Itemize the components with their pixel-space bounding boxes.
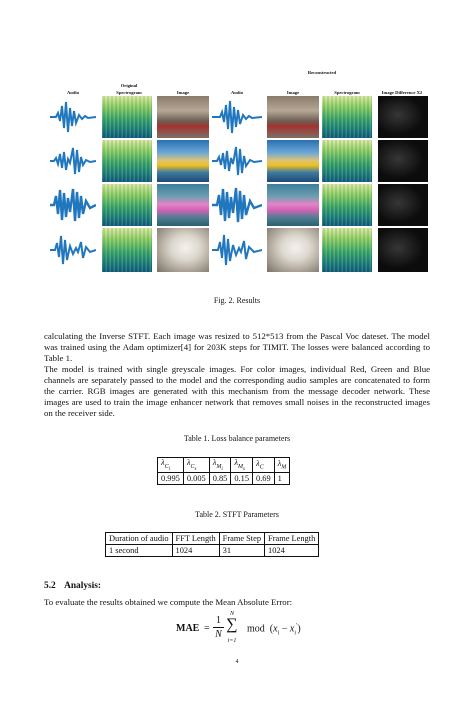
eq-x: x (273, 623, 278, 635)
table2-value-cell: 1 second (106, 545, 173, 557)
table1-value-cell: 0.15 (231, 472, 253, 484)
table1-header-cell: $\lambda_C$ (253, 458, 275, 473)
paragraph-1: calculating the Inverse STFT. Each image was resized to 512*513 from the Pascal Voc dateset. The model was trained using the Adam optimizer[4] for 203K steps for TIMIT. The losses were balanced according to Table 1. (44, 331, 430, 363)
figure-caption: Fig. 2. Results (213, 296, 261, 305)
audio-waveform-reconstructed-row2 (212, 140, 262, 182)
image-difference-row3 (378, 184, 428, 226)
image-reconstructed-row4 (267, 228, 319, 272)
header-image-difference: Image Difference X2 (381, 90, 423, 95)
waveform-icon (50, 96, 96, 138)
table2-value-cell: 1024 (172, 545, 219, 557)
header-spectrogram-reconstructed: Spectrogram (334, 90, 360, 95)
table1-header-cell: $\lambda_{M_i}$ (209, 458, 231, 473)
table2-header-row (106, 533, 319, 545)
image-original-row1 (157, 96, 209, 138)
table2-value-cell: 31 (219, 545, 264, 557)
table2-header-cell: Duration of audio (106, 533, 173, 545)
table2-value-row (106, 545, 319, 557)
table2-caption: Table 2. STFT Parameters (195, 510, 279, 519)
paragraph-2: The model is trained with single greyscale images. For color images, individual Red, Green and Blue channels are separately passed to the model and the corresponding audio samples are concatenated to form the carrier. RGB images are generated with this mechanism from the message decoder network. These images are used to train the image enhancer network that removes small noises in the reconstructed images on the receiver side. (44, 364, 430, 418)
audio-waveform-reconstructed-row4 (212, 228, 262, 272)
eq-x-sub: i (277, 630, 280, 637)
waveform-icon (50, 184, 96, 226)
table2-header-cell: FFT Length (172, 533, 219, 545)
eq-equals: = (204, 623, 210, 634)
table1-header-cell: $\lambda_M$ (274, 458, 290, 473)
waveform-icon (50, 228, 96, 272)
mae-equation (176, 611, 316, 647)
page-number: 4 (235, 659, 239, 665)
eq-xp-sub: i (294, 630, 297, 637)
table1-value-cell: 0.005 (183, 472, 209, 484)
audio-waveform-reconstructed-row1 (212, 96, 262, 138)
image-difference-row1 (378, 96, 428, 138)
table1-header-cell: $\lambda_{M_s}$ (231, 458, 253, 473)
spectrogram-reconstructed-row2 (322, 140, 372, 182)
section-number: 5.2 (44, 581, 56, 591)
image-original-row2 (157, 140, 209, 182)
table1-value-cell: 0.995 (158, 472, 184, 484)
header-audio-original: Audio (66, 90, 79, 95)
eq-sum-top: N (229, 611, 234, 617)
table1-header-cell: $\lambda_{C_s}$ (183, 458, 209, 473)
spectrogram-reconstructed-row3 (322, 184, 372, 226)
audio-waveform-original-row2 (50, 140, 96, 182)
table1-value-cell: 0.69 (253, 472, 275, 484)
waveform-icon (212, 140, 262, 182)
eq-frac-den: N (215, 629, 222, 640)
table1-value-cell: 0.85 (209, 472, 231, 484)
table1-value-cell: 1 (274, 472, 290, 484)
spectrogram-original-row4 (102, 228, 152, 272)
image-original-row3 (157, 184, 209, 226)
header-image-reconstructed: Image (286, 90, 300, 95)
table1-header-cell: $\lambda_{C_i}$ (158, 458, 184, 473)
eq-frac-num: 1 (216, 615, 221, 626)
image-difference-row4 (378, 228, 428, 272)
image-reconstructed-row3 (267, 184, 319, 226)
image-difference-row2 (378, 140, 428, 182)
image-reconstructed-row1 (267, 96, 319, 138)
waveform-icon (212, 184, 262, 226)
eq-paren-close: ) (297, 623, 301, 635)
eq-sum-symbol: ∑ (226, 616, 238, 633)
table1-value-row (158, 472, 290, 484)
waveform-icon (212, 228, 262, 272)
eq-paren-open: ( (269, 623, 274, 635)
spectrogram-reconstructed-row4 (322, 228, 372, 272)
table2-header-cell: Frame Length (265, 533, 319, 545)
eq-sum-bottom: i=1 (227, 638, 237, 644)
eq-xp: x (289, 623, 295, 635)
header-audio-reconstructed: Audio (230, 90, 243, 95)
header-reconstructed-group: Reconstructed (307, 70, 337, 75)
waveform-icon (212, 96, 262, 138)
audio-waveform-reconstructed-row3 (212, 184, 262, 226)
eq-minus: − (281, 623, 288, 635)
table2-value-cell: 1024 (265, 545, 319, 557)
table2 (105, 532, 319, 557)
eq-expression (247, 623, 301, 636)
spectrogram-original-row1 (102, 96, 152, 138)
table1-header-row (158, 458, 290, 473)
eq-op: mod (247, 623, 265, 635)
spectrogram-original-row2 (102, 140, 152, 182)
image-reconstructed-row2 (267, 140, 319, 182)
spectrogram-original-row3 (102, 184, 152, 226)
section-title: Analysis: (64, 581, 102, 591)
audio-waveform-original-row4 (50, 228, 96, 272)
section-intro: To evaluate the results obtained we compute the Mean Absolute Error: (44, 597, 293, 607)
image-original-row4 (157, 228, 209, 272)
spectrogram-reconstructed-row1 (322, 96, 372, 138)
table2-header-cell: Frame Step (219, 533, 264, 545)
table1 (157, 457, 290, 485)
eq-frac-bar (213, 627, 224, 628)
table1-caption: Table 1. Loss balance parameters (183, 434, 291, 443)
header-original-group: Original (120, 83, 138, 88)
header-spectrogram-original: Spectrogram (116, 90, 142, 95)
audio-waveform-original-row1 (50, 96, 96, 138)
audio-waveform-original-row3 (50, 184, 96, 226)
header-image-original: Image (176, 90, 190, 95)
section-heading (44, 581, 101, 591)
eq-lhs: MAE (176, 623, 200, 634)
eq-xp-sup: ′ (296, 623, 298, 629)
waveform-icon (50, 140, 96, 182)
